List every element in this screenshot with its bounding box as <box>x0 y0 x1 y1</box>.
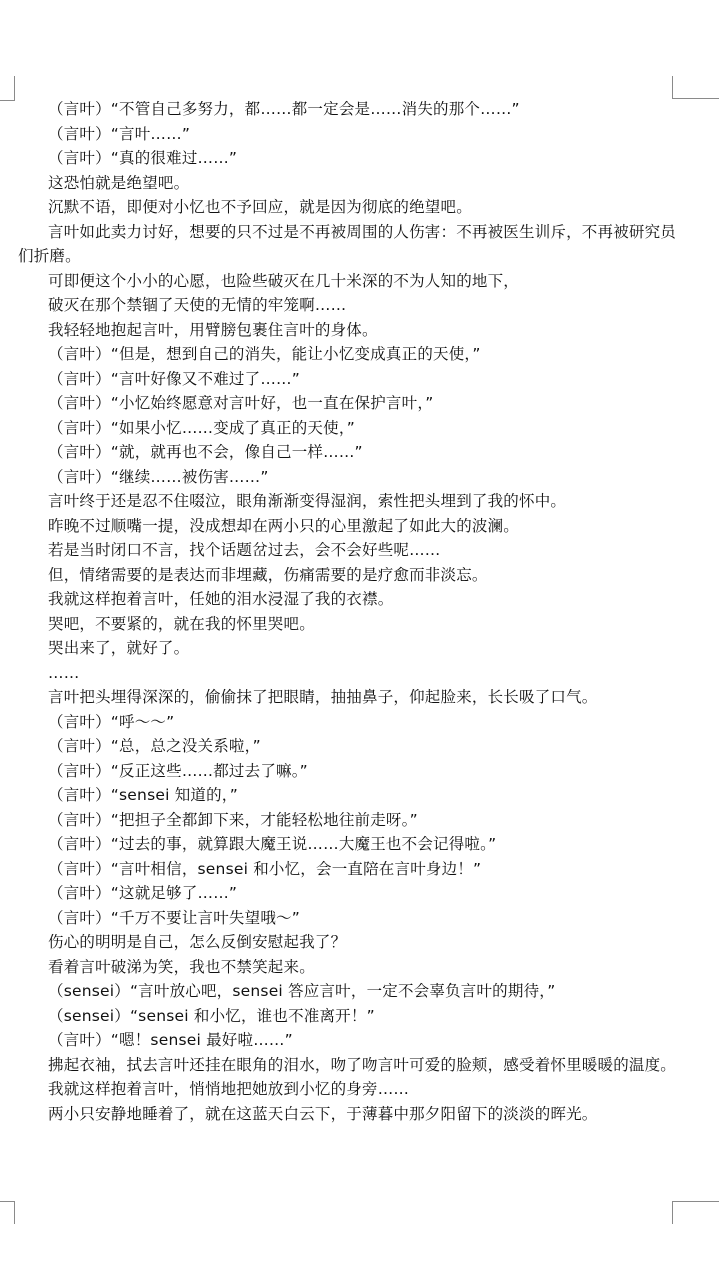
paragraph: 我就这样抱着言叶，任她的泪水浸湿了我的衣襟。 <box>48 590 394 608</box>
paragraph: （言叶）“真的很难过……” <box>48 149 238 167</box>
paragraph: 言叶把头埋得深深的，偷偷抹了把眼睛，抽抽鼻子，仰起脸来，长长吸了口气。 <box>48 688 598 706</box>
paragraph: 我就这样抱着言叶，悄悄地把她放到小忆的身旁…… <box>48 1080 410 1098</box>
paragraph: （言叶）“sensei 知道的，” <box>48 786 238 804</box>
paragraph: （言叶）“言叶相信，sensei 和小忆，会一直陪在言叶身边！” <box>48 859 482 878</box>
paragraph: 若是当时闭口不言，找个话题岔过去，会不会好些呢…… <box>48 541 441 559</box>
paragraph: 可即便这个小小的心愿，也险些破灭在几十米深的不为人知的地下， <box>48 271 520 290</box>
crop-mark-bottom-left <box>0 1201 15 1224</box>
paragraph: （言叶）“言叶……” <box>48 124 191 143</box>
paragraph: 两小只安静地睡着了，就在这蓝天白云下，于薄暮中那夕阳留下的淡淡的晖光。 <box>48 1104 598 1123</box>
paragraph: （言叶）“把担子全都卸下来，才能轻松地往前走呀。” <box>48 810 418 829</box>
paragraph: 破灭在那个禁锢了天使的无情的牢笼啊…… <box>48 296 347 314</box>
paragraph: （sensei）“sensei 和小忆，谁也不准离开！” <box>48 1006 375 1025</box>
paragraph: （sensei）“言叶放心吧，sensei 答应言叶，一定不会辜负言叶的期待，” <box>48 982 556 1000</box>
paragraph: （言叶）“嗯！sensei 最好啦……” <box>48 1031 293 1049</box>
paragraph: （言叶）“但是，想到自己的消失，能让小忆变成真正的天使，” <box>48 345 481 363</box>
paragraph: 言叶终于还是忍不住啜泣，眼角渐渐变得湿润，索性把头埋到了我的怀中。 <box>48 492 567 510</box>
paragraph: 言叶如此卖力讨好，想要的只不过是不再被周围的人伤害：不再被医生训斥，不再被研究员们折磨。 <box>18 222 677 265</box>
paragraph: 哭出来了，就好了。 <box>48 639 190 657</box>
paragraph: 拂起衣袖，拭去言叶还挂在眼角的泪水，吻了吻言叶可爱的脸颊，感受着怀里暖暖的温度。 <box>48 1055 677 1074</box>
paragraph: （言叶）“继续……被伤害……” <box>48 467 269 486</box>
paragraph: （言叶）“总，总之没关系啦，” <box>48 737 261 755</box>
paragraph: 这恐怕就是绝望吧。 <box>48 173 190 192</box>
paragraph: （言叶）“呼～～” <box>48 712 175 731</box>
paragraph: 沉默不语，即便对小忆也不予回应，就是因为彻底的绝望吧。 <box>48 198 472 216</box>
document-body <box>18 97 676 1126</box>
paragraph: 伤心的明明是自己，怎么反倒安慰起我了？ <box>48 933 347 951</box>
paragraph: （言叶）“如果小忆……变成了真正的天使，” <box>48 418 356 437</box>
paragraph: （言叶）“小忆始终愿意对言叶好，也一直在保护言叶，” <box>48 394 434 412</box>
paragraph: （言叶）“就，就再也不会，像自己一样……” <box>48 443 363 461</box>
crop-mark-top-right <box>672 76 719 99</box>
paragraph: 但，情绪需要的是表达而非埋藏，伤痛需要的是疗愈而非淡忘。 <box>48 565 488 584</box>
paragraph: （言叶）“这就足够了……” <box>48 884 238 902</box>
paragraph: （言叶）“过去的事，就算跟大魔王说……大魔王也不会记得啦。” <box>48 835 497 853</box>
paragraph: 哭吧，不要紧的，就在我的怀里哭吧。 <box>48 614 315 633</box>
crop-mark-top-left <box>0 76 15 101</box>
paragraph: 看着言叶破涕为笑，我也不禁笑起来。 <box>48 957 315 976</box>
paragraph: （言叶）“反正这些……都过去了嘛。” <box>48 761 308 780</box>
paragraph: 我轻轻地抱起言叶，用臂膀包裹住言叶的身体。 <box>48 320 378 339</box>
crop-mark-bottom-right <box>672 1201 719 1224</box>
paragraph: 昨晚不过顺嘴一提，没成想却在两小只的心里激起了如此大的波澜。 <box>48 516 520 535</box>
paragraph: …… <box>48 663 80 682</box>
paragraph: （言叶）“言叶好像又不难过了……” <box>48 369 300 388</box>
paragraph: （言叶）“不管自己多努力，都……都一定会是……消失的那个……” <box>48 100 520 118</box>
paragraph: （言叶）“千万不要让言叶失望哦～” <box>48 908 300 927</box>
